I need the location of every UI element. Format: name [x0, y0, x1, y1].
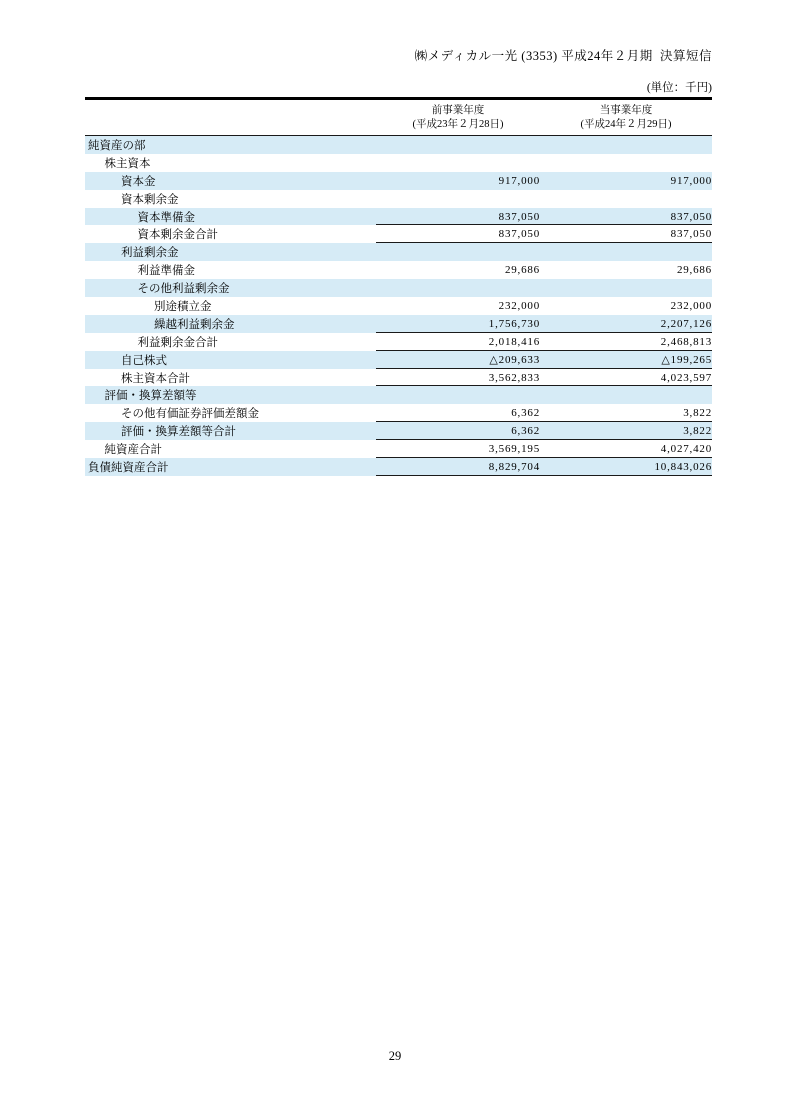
table-row — [85, 225, 712, 243]
amount-current-year: 837,050 — [670, 228, 712, 241]
row-label: 資本金 — [121, 175, 156, 188]
row-label: 株主資本 — [104, 157, 151, 170]
table-body — [85, 136, 712, 476]
row-label: 純資産の部 — [88, 139, 146, 152]
amount-previous-year: △209,633 — [489, 354, 540, 367]
table-row — [85, 279, 712, 297]
table-row — [85, 440, 712, 458]
row-label: 評価・換算差額等合計 — [121, 426, 236, 439]
row-label: 資本剰余金 — [121, 193, 179, 206]
table-header-row — [85, 100, 712, 136]
amount-previous-year: 917,000 — [498, 174, 540, 187]
column-header-previous-year-label: 前事業年度 — [431, 105, 485, 116]
column-header-current-year-date: (平成24年２月29日) — [580, 118, 672, 130]
table-row — [85, 422, 712, 440]
column-header-previous-year-date: (平成23年２月28日) — [412, 118, 504, 130]
row-label: 株主資本合計 — [121, 372, 190, 385]
table-row — [85, 154, 712, 172]
amount-current-year: 3,822 — [683, 425, 712, 438]
table-row — [85, 404, 712, 422]
amount-previous-year: 6,362 — [511, 425, 540, 438]
amount-previous-year: 3,569,195 — [488, 443, 540, 456]
table-row — [85, 172, 712, 190]
amount-current-year: 837,050 — [670, 210, 712, 223]
amount-previous-year: 3,562,833 — [488, 371, 540, 384]
amount-current-year: 3,822 — [683, 407, 712, 420]
row-label: 自己株式 — [121, 354, 167, 367]
row-label: 利益剰余金 — [121, 247, 179, 260]
column-header-current-year-label: 当事業年度 — [599, 105, 653, 116]
amount-current-year: 4,027,420 — [660, 443, 712, 456]
row-label: 利益準備金 — [137, 265, 195, 278]
document-title: ㈱メディカル一光 (3353) 平成24年２月期 決算短信 — [414, 49, 712, 63]
balance-sheet-table — [85, 97, 712, 476]
row-label: その他有価証券評価差額金 — [121, 408, 259, 421]
amount-current-year: △199,265 — [661, 354, 712, 367]
column-header-current-year — [540, 104, 712, 131]
amount-current-year: 917,000 — [670, 174, 712, 187]
amount-previous-year: 837,050 — [498, 228, 540, 241]
amount-current-year: 10,843,026 — [654, 460, 712, 473]
amount-current-year: 2,468,813 — [660, 335, 712, 348]
table-row — [85, 208, 712, 226]
column-header-previous-year — [376, 104, 540, 131]
table-row — [85, 369, 712, 387]
row-label: 資本準備金 — [137, 211, 195, 224]
table-row — [85, 297, 712, 315]
table-row — [85, 261, 712, 279]
amount-previous-year: 2,018,416 — [488, 335, 540, 348]
row-label: 純資産合計 — [104, 444, 162, 457]
table-row — [85, 458, 712, 476]
amount-current-year: 232,000 — [670, 299, 712, 312]
amount-previous-year: 837,050 — [498, 210, 540, 223]
row-label: 繰越利益剰余金 — [154, 318, 235, 331]
table-row — [85, 136, 712, 154]
amount-previous-year: 1,756,730 — [488, 317, 540, 330]
row-label: 別途積立金 — [154, 300, 212, 313]
amount-previous-year: 232,000 — [498, 299, 540, 312]
table-row — [85, 243, 712, 261]
row-label: その他利益剰余金 — [137, 283, 230, 296]
table-row — [85, 333, 712, 351]
row-label: 負債純資産合計 — [88, 461, 169, 474]
table-row — [85, 190, 712, 208]
row-label: 利益剰余金合計 — [137, 336, 218, 349]
table-row — [85, 315, 712, 333]
amount-current-year: 4,023,597 — [660, 371, 712, 384]
page-number: 29 — [388, 1049, 402, 1063]
amount-previous-year: 29,686 — [504, 264, 540, 277]
table-row — [85, 386, 712, 404]
amount-previous-year: 8,829,704 — [488, 460, 540, 473]
amount-current-year: 2,207,126 — [660, 317, 712, 330]
amount-current-year: 29,686 — [676, 264, 712, 277]
amount-previous-year: 6,362 — [511, 407, 540, 420]
unit-note: (単位：千円) — [646, 82, 712, 94]
table-row — [85, 351, 712, 369]
row-label: 資本剰余金合計 — [137, 229, 218, 242]
row-label: 評価・換算差額等 — [104, 390, 197, 403]
